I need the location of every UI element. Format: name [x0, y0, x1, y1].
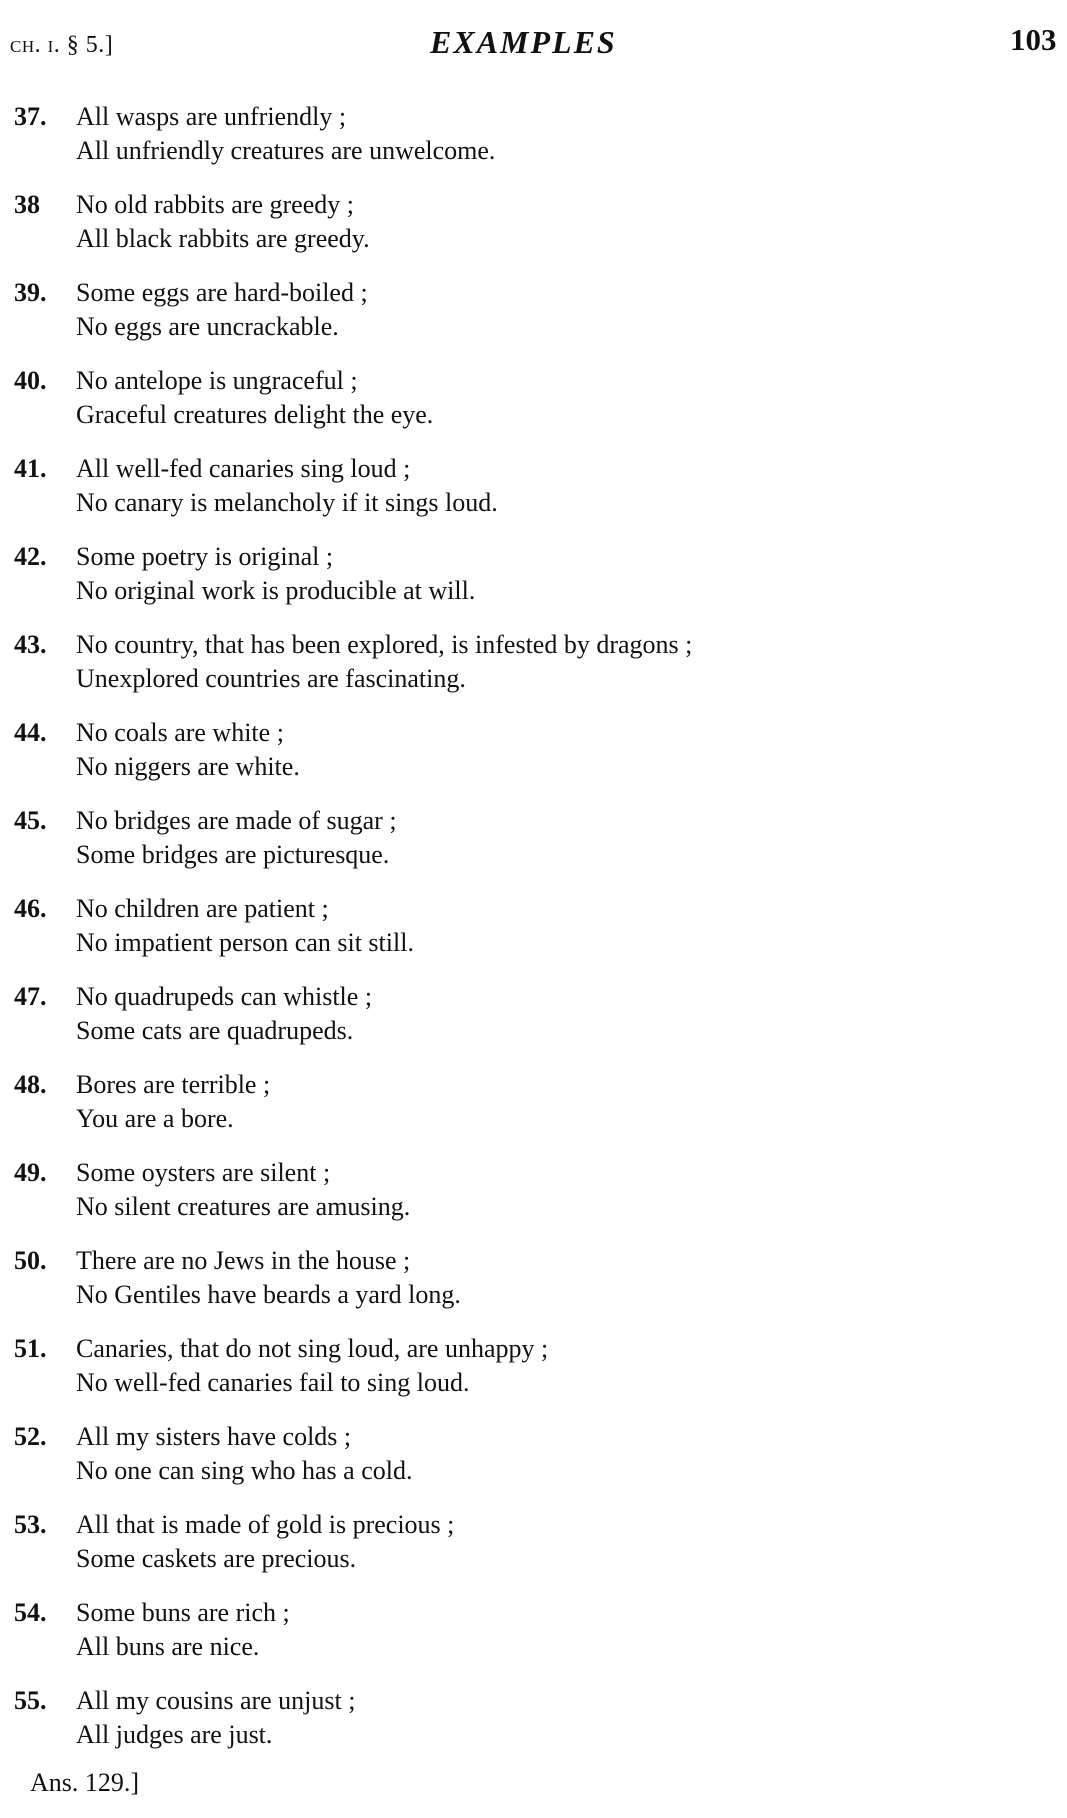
- page-number: 103: [1010, 22, 1057, 57]
- example-premise-1: Some eggs are hard-boiled ;: [76, 278, 368, 307]
- example-premise-2: No niggers are white.: [76, 752, 300, 781]
- example-number: 50.: [14, 1246, 47, 1275]
- example-premise-2: No Gentiles have beards a yard long.: [76, 1280, 461, 1309]
- example-item: [0, 716, 1067, 804]
- example-number: 44.: [14, 718, 47, 747]
- example-item: [0, 892, 1067, 980]
- example-premise-1: No old rabbits are greedy ;: [76, 190, 354, 219]
- example-number: 37.: [14, 102, 47, 131]
- example-premise-2: No silent creatures are amusing.: [76, 1192, 411, 1221]
- example-number: 47.: [14, 982, 47, 1011]
- example-item: [0, 364, 1067, 452]
- example-premise-2: All judges are just.: [76, 1720, 273, 1749]
- example-item: [0, 628, 1067, 716]
- example-premise-1: No antelope is ungraceful ;: [76, 366, 358, 395]
- example-premise-1: Some poetry is original ;: [76, 542, 334, 571]
- examples-list: [0, 100, 1067, 1772]
- example-premise-1: No children are patient ;: [76, 894, 329, 923]
- running-head: ch. i. § 5.]: [10, 32, 114, 58]
- example-premise-2: You are a bore.: [76, 1104, 234, 1133]
- example-number: 46.: [14, 894, 47, 923]
- example-premise-1: No country, that has been explored, is infested by dragons ;: [76, 630, 693, 659]
- example-number: 38: [14, 190, 40, 219]
- example-premise-2: No one can sing who has a cold.: [76, 1456, 413, 1485]
- example-item: [0, 1684, 1067, 1772]
- page-header: [0, 14, 1067, 64]
- example-premise-2: No original work is producible at will.: [76, 576, 476, 605]
- example-premise-1: There are no Jews in the house ;: [76, 1246, 411, 1275]
- example-premise-1: No quadrupeds can whistle ;: [76, 982, 373, 1011]
- example-number: 53.: [14, 1510, 47, 1539]
- example-number: 43.: [14, 630, 47, 659]
- example-premise-2: All buns are nice.: [76, 1632, 260, 1661]
- example-number: 45.: [14, 806, 47, 835]
- example-premise-2: Graceful creatures delight the eye.: [76, 400, 434, 429]
- example-premise-2: All black rabbits are greedy.: [76, 224, 370, 253]
- example-item: [0, 1156, 1067, 1244]
- example-item: [0, 540, 1067, 628]
- example-item: [0, 452, 1067, 540]
- example-premise-2: Some bridges are picturesque.: [76, 840, 390, 869]
- example-item: [0, 1068, 1067, 1156]
- example-premise-1: All well-fed canaries sing loud ;: [76, 454, 411, 483]
- example-number: 40.: [14, 366, 47, 395]
- example-number: 54.: [14, 1598, 47, 1627]
- example-number: 41.: [14, 454, 47, 483]
- example-item: [0, 1332, 1067, 1420]
- example-premise-2: All unfriendly creatures are unwelcome.: [76, 136, 496, 165]
- example-number: 48.: [14, 1070, 47, 1099]
- example-number: 52.: [14, 1422, 47, 1451]
- example-premise-1: No bridges are made of sugar ;: [76, 806, 397, 835]
- example-item: [0, 1244, 1067, 1332]
- example-premise-2: Some cats are quadrupeds.: [76, 1016, 354, 1045]
- example-premise-1: All my cousins are unjust ;: [76, 1686, 356, 1715]
- example-item: [0, 188, 1067, 276]
- example-number: 55.: [14, 1686, 47, 1715]
- example-premise-1: Some buns are rich ;: [76, 1598, 290, 1627]
- example-premise-2: No eggs are uncrackable.: [76, 312, 339, 341]
- example-premise-2: Unexplored countries are fascinating.: [76, 664, 466, 693]
- example-number: 49.: [14, 1158, 47, 1187]
- example-item: [0, 980, 1067, 1068]
- example-premise-1: Some oysters are silent ;: [76, 1158, 331, 1187]
- example-premise-1: All my sisters have colds ;: [76, 1422, 352, 1451]
- example-item: [0, 1596, 1067, 1684]
- example-item: [0, 1508, 1067, 1596]
- example-premise-2: Some caskets are precious.: [76, 1544, 357, 1573]
- page-title: EXAMPLES: [430, 24, 617, 60]
- example-premise-2: No impatient person can sit still.: [76, 928, 414, 957]
- example-premise-1: All wasps are unfriendly ;: [76, 102, 347, 131]
- example-item: [0, 804, 1067, 892]
- example-premise-1: No coals are white ;: [76, 718, 284, 747]
- example-premise-1: Bores are terrible ;: [76, 1070, 271, 1099]
- example-premise-1: All that is made of gold is precious ;: [76, 1510, 455, 1539]
- example-premise-2: No canary is melancholy if it sings loud.: [76, 488, 498, 517]
- example-premise-2: No well-fed canaries fail to sing loud.: [76, 1368, 470, 1397]
- example-item: [0, 276, 1067, 364]
- example-number: 51.: [14, 1334, 47, 1363]
- answer-reference: Ans. 129.]: [30, 1768, 140, 1797]
- example-number: 42.: [14, 542, 47, 571]
- example-item: [0, 100, 1067, 188]
- example-number: 39.: [14, 278, 47, 307]
- example-item: [0, 1420, 1067, 1508]
- example-premise-1: Canaries, that do not sing loud, are unhappy ;: [76, 1334, 549, 1363]
